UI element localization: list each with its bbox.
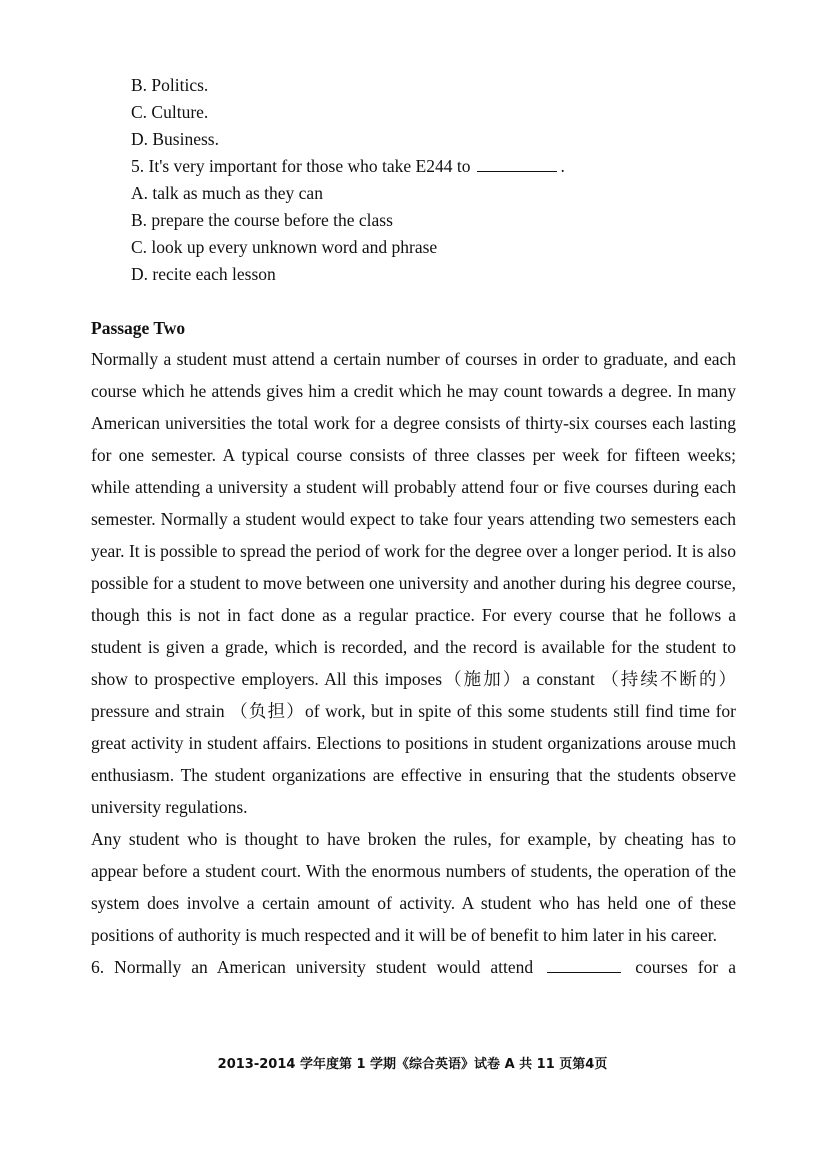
q5-option-c: C. look up every unknown word and phrase [131, 237, 438, 257]
question-options-block [131, 72, 771, 288]
q6-answer-blank [547, 957, 621, 973]
q6-stem-end: courses for a [635, 957, 737, 977]
q4-option-d: D. Business. [131, 129, 219, 149]
passage-paragraph-2: Any student who is thought to have broken the rules, for example, by cheating has to appear before a student court. With the enormous numbers of students, the operation of the system does involve a certain amount of activity. A student who has held one of these positions of authority is much respected and it will be of benefit to him later in his career. [91, 829, 736, 945]
passage-two-block [91, 313, 736, 983]
q5-answer-blank [477, 156, 557, 172]
q5-option-d: D. recite each lesson [131, 264, 276, 284]
q5-option-b: B. prepare the course before the class [131, 210, 393, 230]
q4-option-c: C. Culture. [131, 102, 209, 122]
q4-option-b: B. Politics. [131, 75, 209, 95]
passage-heading: Passage Two [91, 318, 186, 338]
q6-stem-text: 6. Normally an American university student would attend [91, 957, 534, 977]
q5-stem-end: . [560, 156, 565, 176]
page-footer: 2013-2014 学年度第 1 学期《综合英语》试卷 A 共 11 页第4页 [217, 1057, 608, 1072]
q5-option-a: A. talk as much as they can [131, 183, 323, 203]
question-6-stem [91, 951, 736, 983]
question-5-stem [131, 153, 771, 180]
q5-stem-text: 5. It's very important for those who take E244 to [131, 156, 471, 176]
passage-paragraph-1: Normally a student must attend a certain number of courses in order to graduate, and each course which he attends gives him a credit which he may count towards a degree. In many American universities the total work for a degree consists of thirty-six courses each lasting for one semester. A typical course consists of three classes per week for fifteen weeks; while attending a university a student will probably attend four or five courses during each semester. Normally a student would expect to take four years attending two semesters each year. It is possible to spread the period of work for the degree over a longer period. It is also possible for a student to move between one university and another during his degree course, though this is not in fact done as a regular practice. For every course that he follows a student is given a grade, which is recorded, and the record is available for the student to show to prospective employers. All this imposes（施加）a constant （持续不断的）pressure and strain （负担）of work, but in spite of this some students still find time for great activity in student affairs. Elections to positions in student organizations arouse much enthusiasm. The student organizations are effective in ensuring that the students observe university regulations. [91, 349, 736, 817]
